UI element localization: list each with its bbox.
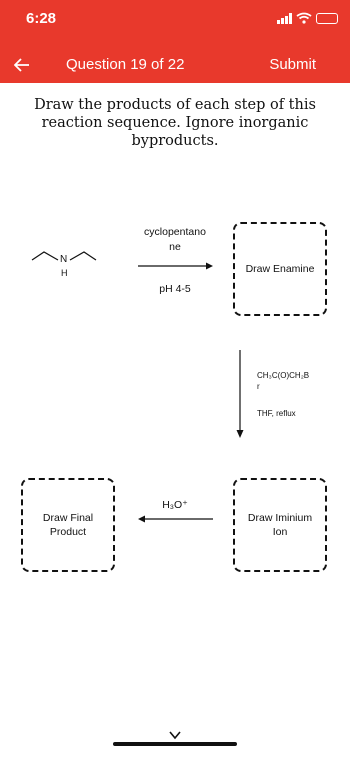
- draw-iminium-label-line1: Draw Iminium: [247, 512, 313, 524]
- step2-reagent-line2: r: [257, 382, 260, 391]
- draw-final-label-line1: Draw Final: [42, 512, 94, 524]
- battery-icon: [316, 13, 338, 24]
- diethylamine-structure: [30, 240, 120, 285]
- draw-enamine-box[interactable]: [233, 222, 327, 316]
- step1-arrow: [138, 261, 213, 271]
- back-button[interactable]: [8, 51, 36, 79]
- draw-enamine-label: Draw Enamine: [245, 263, 315, 275]
- draw-iminium-box[interactable]: [233, 478, 327, 572]
- step3-reagent: H₃O⁺: [162, 499, 188, 511]
- step2-condition: THF, reflux: [257, 409, 296, 418]
- step2-arrow: [235, 350, 245, 440]
- app-header: [0, 0, 350, 83]
- step1-condition: pH 4-5: [159, 283, 191, 295]
- instructions-text: Draw the products of each step of this reaction sequence. Ignore inorganic byproducts.: [34, 97, 316, 149]
- nav-row: [0, 51, 350, 79]
- draw-final-label-line2: Product: [49, 526, 87, 538]
- submit-button[interactable]: Submit: [269, 56, 316, 73]
- step1-reagent-line2: ne: [169, 241, 181, 253]
- step3-arrow: [138, 514, 213, 524]
- draw-final-product-box[interactable]: [21, 478, 115, 572]
- nitrogen-label: N: [60, 254, 68, 265]
- signal-icon: [277, 13, 292, 24]
- question-title: Question 19 of 22: [66, 56, 185, 73]
- back-arrow-icon: [14, 57, 30, 73]
- hydrogen-label: H: [61, 268, 68, 278]
- home-indicator: [113, 742, 237, 746]
- wifi-icon: [296, 12, 312, 24]
- draw-iminium-label-line2: Ion: [272, 526, 288, 538]
- step2-reagent-line1: CH₃C(O)CH₂B: [257, 371, 310, 380]
- chevron-down-icon[interactable]: [168, 730, 182, 740]
- step1-reagent-line1: cyclopentano: [144, 226, 206, 238]
- status-icons: [277, 10, 338, 26]
- status-time: 6:28: [26, 10, 57, 27]
